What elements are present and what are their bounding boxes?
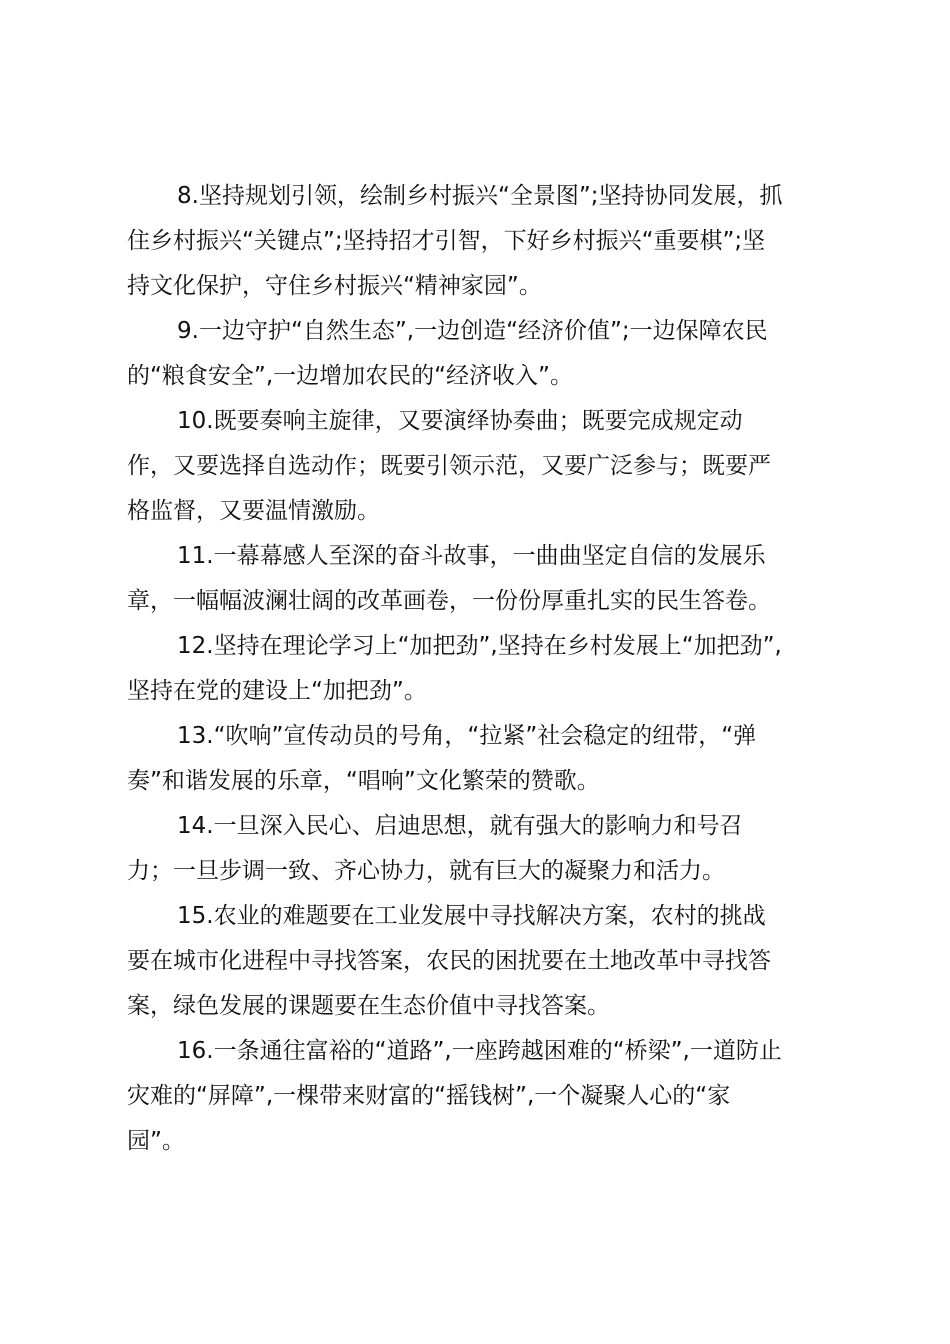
paragraph-9 [127,309,829,399]
paragraph-10 [127,399,829,534]
document-body [127,174,829,1164]
paragraph-line: 灾难的“屏障”,一棵带来财富的“摇钱树”,一个凝聚人心的“家 [127,1083,731,1109]
paragraph-16 [127,1029,829,1164]
paragraph-line: 16.一条通往富裕的“道路”,一座跨越困难的“桥梁”,一道防止 [177,1038,782,1064]
paragraph-line: 10.既要奏响主旋律，又要演绎协奏曲；既要完成规定动 [177,408,743,434]
paragraph-13 [127,714,829,804]
paragraph-line: 13.“吹响”宣传动员的号角，“拉紧”社会稳定的纽带，“弹 [177,723,757,749]
paragraph-8 [127,174,829,309]
paragraph-line: 持文化保护，守住乡村振兴“精神家园”。 [127,273,542,299]
paragraph-line: 14.一旦深入民心、启迪思想，就有强大的影响力和号召 [177,813,743,839]
paragraph-12 [127,624,829,714]
paragraph-line: 力；一旦步调一致、齐心协力，就有巨大的凝聚力和活力。 [127,858,725,884]
paragraph-line: 作，又要选择自选动作；既要引领示范，又要广泛参与；既要严 [127,453,771,479]
paragraph-line: 9.一边守护“自然生态”,一边创造“经济价值”;一边保障农民 [177,318,768,344]
paragraph-line: 15.农业的难题要在工业发展中寻找解决方案，农村的挑战 [177,903,766,929]
paragraph-line: 8.坚持规划引领，绘制乡村振兴“全景图”;坚持协同发展，抓 [177,183,783,209]
paragraph-11 [127,534,829,624]
paragraph-line: 章，一幅幅波澜壮阔的改革画卷，一份份厚重扎实的民生答卷。 [127,588,771,614]
paragraph-line: 住乡村振兴“关键点”;坚持招才引智，下好乡村振兴“重要棋”;坚 [127,228,766,254]
paragraph-14 [127,804,829,894]
paragraph-line: 园”。 [127,1128,185,1154]
paragraph-line: 要在城市化进程中寻找答案，农民的困扰要在土地改革中寻找答 [127,948,771,974]
paragraph-15 [127,894,829,1029]
paragraph-line: 11.一幕幕感人至深的奋斗故事，一曲曲坚定自信的发展乐 [177,543,766,569]
paragraph-line: 格监督，又要温情激励。 [127,498,380,524]
paragraph-line: 的“粮食安全”,一边增加农民的“经济收入”。 [127,363,573,389]
paragraph-line: 奏”和谐发展的乐章，“唱响”文化繁荣的赞歌。 [127,768,600,794]
paragraph-line: 12.坚持在理论学习上“加把劲”,坚持在乡村发展上“加把劲”, [177,633,782,659]
paragraph-line: 坚持在党的建设上“加把劲”。 [127,678,427,704]
paragraph-line: 案，绿色发展的课题要在生态价值中寻找答案。 [127,993,610,1019]
